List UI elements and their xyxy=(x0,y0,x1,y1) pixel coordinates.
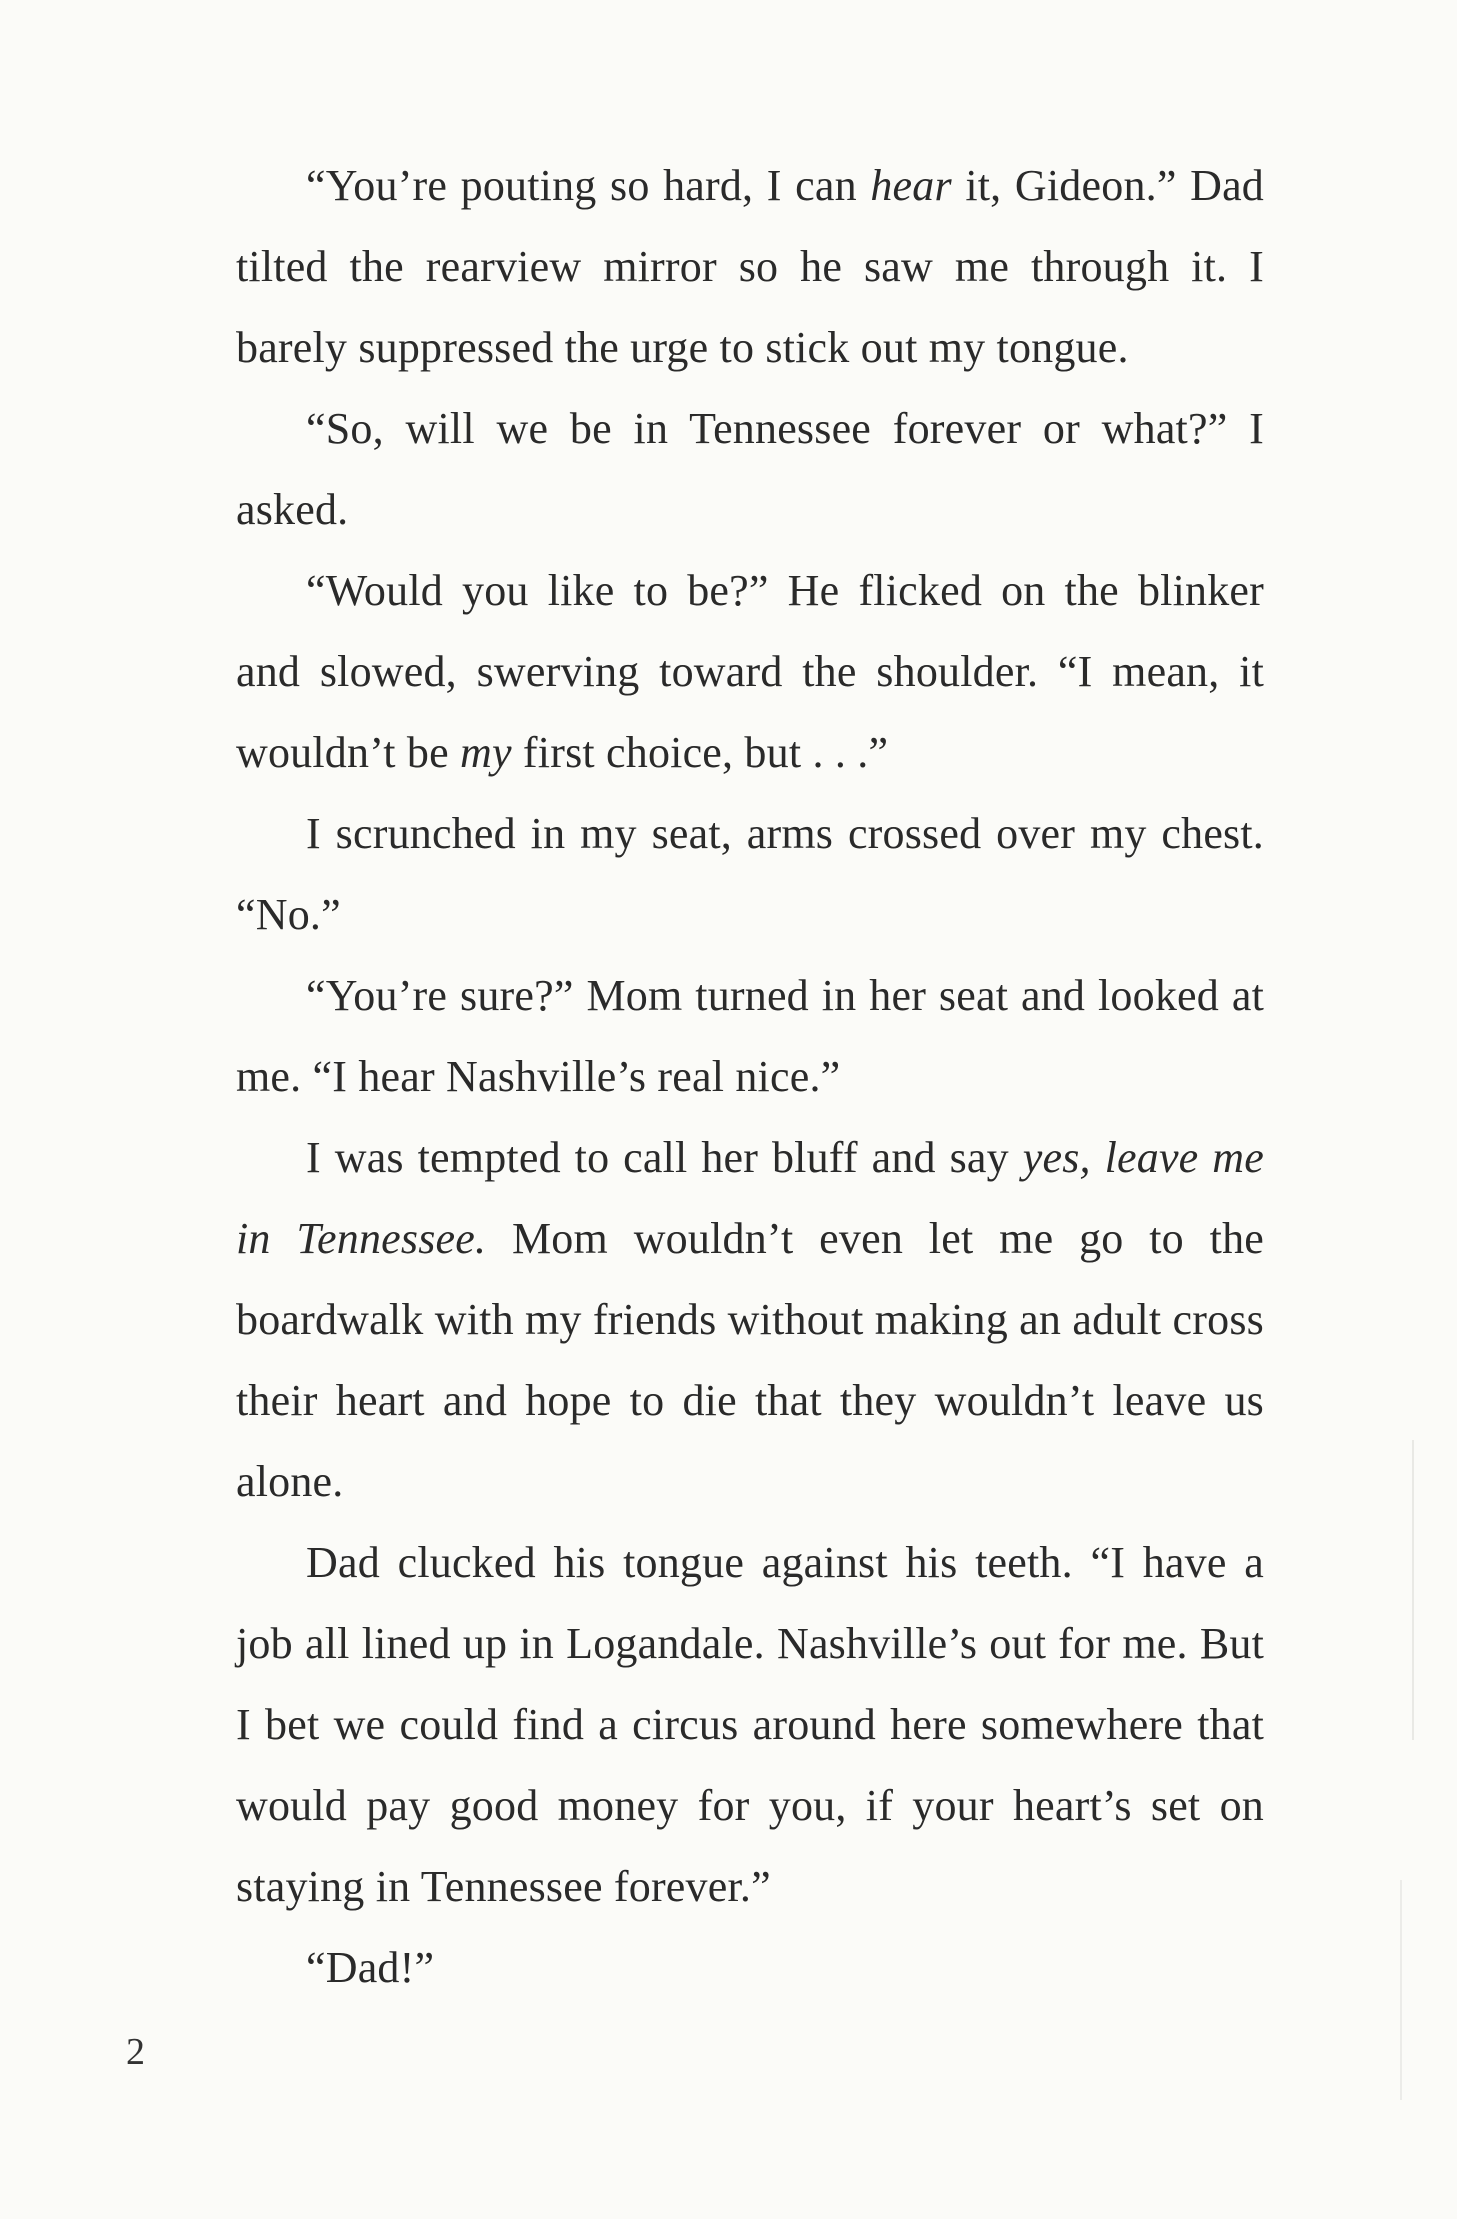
scan-artifact-line xyxy=(1400,1880,1402,2100)
paragraph-4 xyxy=(236,793,1264,955)
text-segment: first choice, but . . .” xyxy=(511,728,889,777)
paragraph-2 xyxy=(236,388,1264,550)
paragraph-5 xyxy=(236,955,1264,1117)
text-segment: I scrunched in my seat, arms crossed over my chest. “No.” xyxy=(236,809,1264,939)
paragraph-7 xyxy=(236,1522,1264,1927)
text-segment: Dad clucked his tongue against his teeth. “I have a job all lined up in Logandale. Nashville’s out for me. But I bet we could find a circus around here somewhere that would pay good money for you, if your heart’s set on staying in Tennessee forever.” xyxy=(236,1538,1264,1911)
text-segment: it, Gideon.” Dad tilted the rearview mirror so he saw me through it. I barely suppressed the urge to stick out my tongue. xyxy=(236,161,1264,372)
text-segment: “You’re sure?” Mom turned in her seat and looked at me. “I hear Nashville’s real nice.” xyxy=(236,971,1264,1101)
scan-artifact-line xyxy=(1412,1440,1414,1740)
text-segment: Mom wouldn’t even let me go to the boardwalk with my friends without making an adult cross their heart and hope to die that they wouldn’t leave us alone. xyxy=(236,1214,1264,1506)
paragraph-1 xyxy=(236,145,1264,388)
text-segment: “You’re pouting so hard, I can xyxy=(306,161,871,210)
italic-segment: yes, leave me in Tennessee. xyxy=(236,1133,1264,1263)
body-text xyxy=(236,145,1264,2008)
paragraph-3 xyxy=(236,550,1264,793)
page-number: 2 xyxy=(126,2031,145,2073)
text-segment: I was tempted to call her bluff and say xyxy=(306,1133,1023,1182)
text-segment: “Would you like to be?” He flicked on the blinker and slowed, swerving toward the shoulder. “I mean, it wouldn’t be xyxy=(236,566,1264,777)
text-segment: “Dad!” xyxy=(306,1943,435,1992)
italic-segment: hear xyxy=(870,161,952,210)
text-segment: “So, will we be in Tennessee forever or what?” I asked. xyxy=(236,404,1264,534)
paragraph-6 xyxy=(236,1117,1264,1522)
paragraph-8 xyxy=(236,1927,1264,2008)
italic-segment: my xyxy=(460,728,512,777)
